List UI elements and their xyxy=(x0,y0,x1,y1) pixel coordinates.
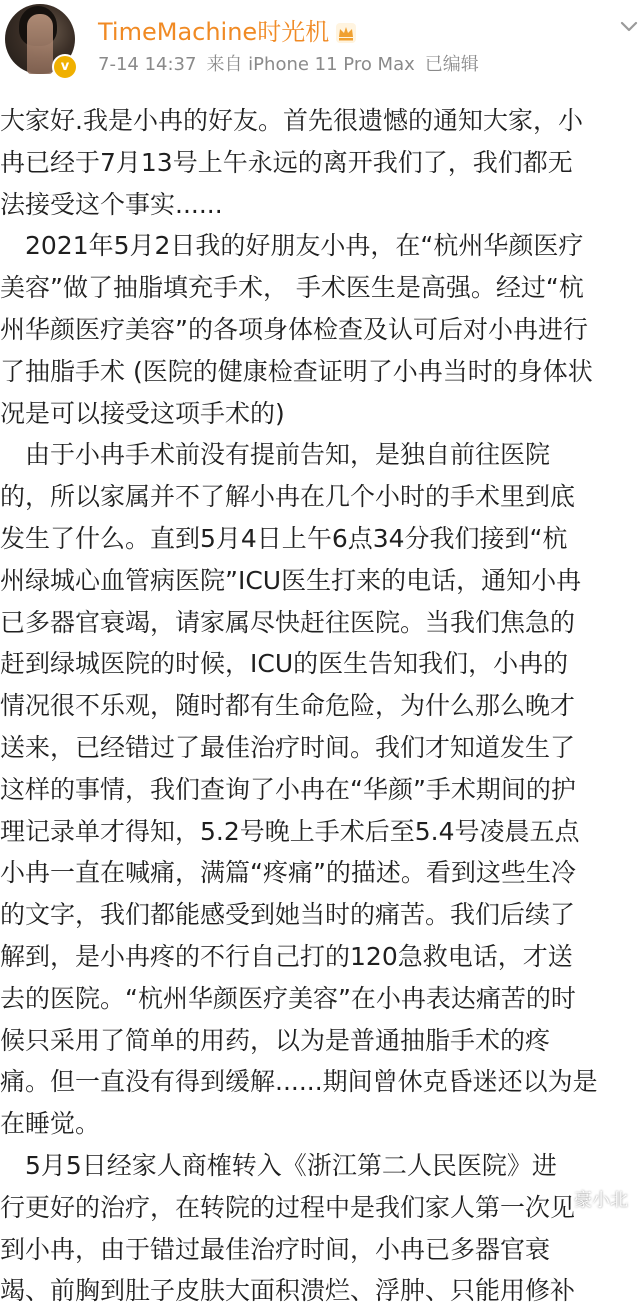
post-text-line: 州绿城心血管病医院”ICU医生打来的电话，通知小冉 xyxy=(0,565,582,595)
watermark: 豪小北 xyxy=(574,1190,628,1211)
post-text-line: 情况很不乐观，随时都有生命危险，为什么那么晚才 xyxy=(0,691,576,721)
post-meta xyxy=(98,50,489,76)
post-text-line: 竭、前胸到肚子皮肤大面积溃烂、浮肿、只能用修补 xyxy=(0,1276,576,1306)
post-source: 来自 iPhone 11 Pro Max xyxy=(206,54,415,75)
post-text-line: 送来，已经错过了最佳治疗时间。我们才知道发生了 xyxy=(0,732,576,762)
post-text-line: 这样的事情，我们查询了小冉在“华颜”手术期间的护 xyxy=(0,774,576,804)
post-text-line: 州华颜医疗美容”的各项身体检查及认可后对小冉进行 xyxy=(0,314,588,344)
post-text-line: 况是可以接受这项手术的) xyxy=(0,398,285,428)
post-text-line: 在睡觉。 xyxy=(0,1109,101,1139)
post-body xyxy=(0,100,640,1306)
post-text-line: 解到，是小冉疼的不行自己打的120急救电话，才送 xyxy=(0,941,573,971)
post-text-line: 5月5日经家人商榷转入《浙江第二人民医院》进 xyxy=(0,1150,557,1180)
verified-badge-icon: v xyxy=(52,54,78,80)
post-text-line: 美容”做了抽脂填充手术， 手术医生是高强。经过“杭 xyxy=(0,273,584,303)
username-link[interactable] xyxy=(98,12,357,47)
post-text-line: 的，所以家属并不了解小冉在几个小时的手术里到底 xyxy=(0,482,576,512)
post-text-line: 冉已经于7月13号上午永远的离开我们了，我们都无 xyxy=(0,147,573,177)
avatar-figure xyxy=(27,14,53,74)
post-text-line: 的文字，我们都能感受到她当时的痛苦。我们后续了 xyxy=(0,900,576,930)
post-edited-label[interactable]: 已编辑 xyxy=(424,54,479,75)
post-text-line: 已多器官衰竭，请家属尽快赶往医院。当我们焦急的 xyxy=(0,607,576,637)
username-text: TimeMachine时光机 xyxy=(98,18,330,46)
post-text-line: 了抽脂手术 (医院的健康检查证明了小冉当时的身体状 xyxy=(0,356,593,386)
post-text-line: 发生了什么。直到5月4日上午6点34分我们接到“杭 xyxy=(0,523,568,553)
post-text-line: 小冉一直在喊痛，满篇“疼痛”的描述。看到这些生冷 xyxy=(0,858,576,888)
post-text-line: 候只采用了简单的用药，以为是普通抽脂手术的疼 xyxy=(0,1025,551,1055)
post-text-line: 大家好.我是小冉的好友。首先很遗憾的通知大家，小 xyxy=(0,106,583,135)
post-text-line: 到小冉，由于错过最佳治疗时间，小冉已多器官衰 xyxy=(0,1234,551,1264)
post-timestamp: 7-14 14:37 xyxy=(98,54,197,75)
post-text-line: 痛。但一直没有得到缓解......期间曾休克昏迷还以为是 xyxy=(0,1067,598,1097)
post-text-line: 法接受这个事实...... xyxy=(0,189,223,219)
crown-badge-icon xyxy=(335,22,357,44)
post-text-line: 理记录单才得知，5.2号晚上手术后至5.4号凌晨五点 xyxy=(0,816,580,846)
post-text-line: 行更好的治疗，在转院的过程中是我们家人第一次见 xyxy=(0,1192,576,1222)
post-header xyxy=(0,0,640,96)
post-text-line: 2021年5月2日我的好朋友小冉，在“杭州华颜医疗 xyxy=(0,231,584,261)
chevron-down-icon[interactable] xyxy=(618,16,640,38)
post-text-line: 去的医院。“杭州华颜医疗美容”在小冉表达痛苦的时 xyxy=(0,983,576,1013)
post-text-line: 由于小冉手术前没有提前告知，是独自前往医院 xyxy=(0,440,551,470)
post-text-line: 赶到绿城医院的时候，ICU的医生告知我们，小冉的 xyxy=(0,649,569,679)
